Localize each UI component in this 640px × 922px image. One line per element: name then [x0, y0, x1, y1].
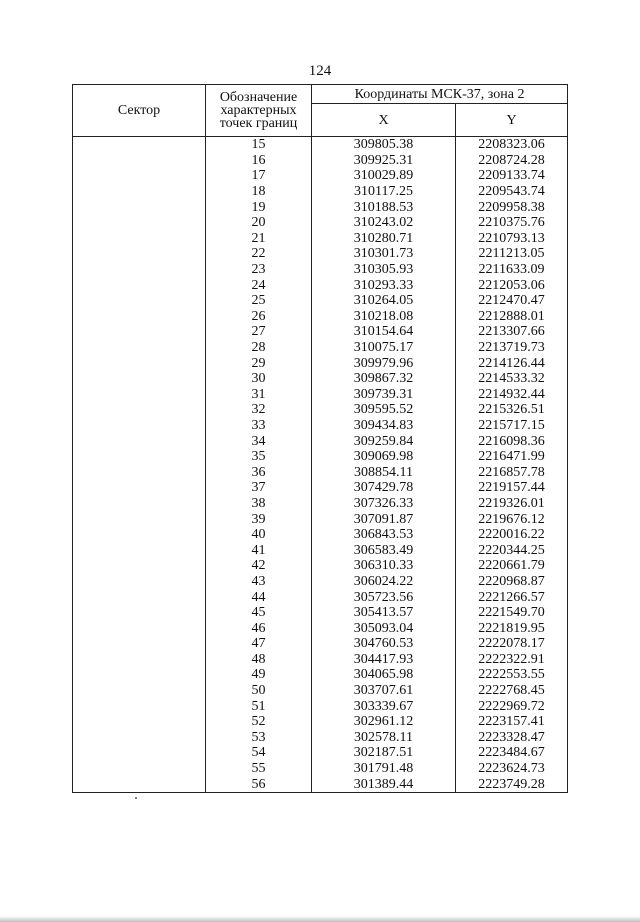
- table-row: [73, 309, 568, 325]
- cell-y: 2208724.28: [456, 153, 568, 169]
- cell-point: 25: [206, 293, 312, 309]
- cell-x: 310117.25: [312, 184, 456, 200]
- cell-x: 310280.71: [312, 231, 456, 247]
- table-row: [73, 153, 568, 169]
- cell-sector: [73, 589, 206, 605]
- cell-sector: [73, 168, 206, 184]
- cell-sector: [73, 418, 206, 434]
- table-body: [73, 137, 568, 793]
- cell-sector: [73, 558, 206, 574]
- scan-speck: [135, 797, 137, 799]
- cell-point: 41: [206, 542, 312, 558]
- cell-x: 304417.93: [312, 652, 456, 668]
- cell-y: 2213307.66: [456, 324, 568, 340]
- cell-y: 2212470.47: [456, 293, 568, 309]
- table-row: [73, 480, 568, 496]
- cell-y: 2222969.72: [456, 698, 568, 714]
- cell-sector: [73, 745, 206, 761]
- table-row: [73, 277, 568, 293]
- cell-point: 50: [206, 683, 312, 699]
- cell-y: 2223749.28: [456, 776, 568, 792]
- cell-sector: [73, 683, 206, 699]
- cell-point: 45: [206, 605, 312, 621]
- cell-point: 49: [206, 667, 312, 683]
- cell-x: 310029.89: [312, 168, 456, 184]
- table-row: [73, 231, 568, 247]
- cell-sector: [73, 574, 206, 590]
- table-row: [73, 449, 568, 465]
- table-row: [73, 605, 568, 621]
- cell-x: 306310.33: [312, 558, 456, 574]
- cell-y: 2221266.57: [456, 589, 568, 605]
- cell-x: 309434.83: [312, 418, 456, 434]
- cell-sector: [73, 620, 206, 636]
- cell-sector: [73, 402, 206, 418]
- table-row: [73, 355, 568, 371]
- header-x: X: [312, 104, 456, 137]
- cell-point: 29: [206, 355, 312, 371]
- table-row: [73, 168, 568, 184]
- cell-x: 309259.84: [312, 433, 456, 449]
- cell-x: 307326.33: [312, 496, 456, 512]
- cell-x: 301791.48: [312, 761, 456, 777]
- table-row: [73, 745, 568, 761]
- cell-point: 42: [206, 558, 312, 574]
- page-number: 124: [308, 63, 332, 79]
- cell-sector: [73, 698, 206, 714]
- header-designation-line-2: характерных: [220, 103, 297, 118]
- cell-x: 310264.05: [312, 293, 456, 309]
- cell-x: 305413.57: [312, 605, 456, 621]
- cell-point: 47: [206, 636, 312, 652]
- coordinates-table: [72, 84, 568, 793]
- cell-x: 309925.31: [312, 153, 456, 169]
- cell-sector: [73, 511, 206, 527]
- cell-point: 30: [206, 371, 312, 387]
- cell-y: 2213719.73: [456, 340, 568, 356]
- cell-y: 2215326.51: [456, 402, 568, 418]
- cell-y: 2223484.67: [456, 745, 568, 761]
- cell-point: 28: [206, 340, 312, 356]
- cell-point: 20: [206, 215, 312, 231]
- cell-y: 2214126.44: [456, 355, 568, 371]
- cell-x: 309979.96: [312, 355, 456, 371]
- cell-y: 2208323.06: [456, 137, 568, 153]
- header-designation: [206, 85, 312, 137]
- table-row: [73, 371, 568, 387]
- cell-x: 309069.98: [312, 449, 456, 465]
- cell-y: 2216857.78: [456, 464, 568, 480]
- cell-sector: [73, 231, 206, 247]
- cell-sector: [73, 761, 206, 777]
- cell-y: 2221819.95: [456, 620, 568, 636]
- table-row: [73, 558, 568, 574]
- cell-point: 33: [206, 418, 312, 434]
- table-row: [73, 667, 568, 683]
- cell-y: 2223624.73: [456, 761, 568, 777]
- cell-y: 2223157.41: [456, 714, 568, 730]
- cell-point: 21: [206, 231, 312, 247]
- cell-sector: [73, 371, 206, 387]
- cell-sector: [73, 137, 206, 153]
- table-row: [73, 137, 568, 153]
- cell-x: 310154.64: [312, 324, 456, 340]
- cell-point: 56: [206, 776, 312, 792]
- table-row: [73, 527, 568, 543]
- cell-y: 2223328.47: [456, 730, 568, 746]
- cell-x: 308854.11: [312, 464, 456, 480]
- cell-x: 303707.61: [312, 683, 456, 699]
- cell-sector: [73, 527, 206, 543]
- table-row: [73, 418, 568, 434]
- table-row: [73, 262, 568, 278]
- cell-sector: [73, 387, 206, 403]
- cell-y: 2220968.87: [456, 574, 568, 590]
- cell-sector: [73, 542, 206, 558]
- table-row: [73, 730, 568, 746]
- cell-y: 2210793.13: [456, 231, 568, 247]
- cell-point: 23: [206, 262, 312, 278]
- cell-sector: [73, 464, 206, 480]
- scan-edge-shadow: [0, 916, 640, 922]
- cell-x: 306583.49: [312, 542, 456, 558]
- cell-point: 16: [206, 153, 312, 169]
- cell-y: 2212053.06: [456, 277, 568, 293]
- cell-sector: [73, 449, 206, 465]
- cell-point: 38: [206, 496, 312, 512]
- cell-y: 2220016.22: [456, 527, 568, 543]
- cell-y: 2222553.55: [456, 667, 568, 683]
- cell-point: 37: [206, 480, 312, 496]
- cell-sector: [73, 776, 206, 792]
- cell-y: 2222322.91: [456, 652, 568, 668]
- header-designation-line-3: точек границ: [219, 116, 298, 131]
- cell-sector: [73, 277, 206, 293]
- cell-sector: [73, 652, 206, 668]
- cell-x: 310301.73: [312, 246, 456, 262]
- cell-x: 309739.31: [312, 387, 456, 403]
- table-row: [73, 574, 568, 590]
- cell-y: 2209543.74: [456, 184, 568, 200]
- cell-y: 2209133.74: [456, 168, 568, 184]
- cell-point: 17: [206, 168, 312, 184]
- cell-x: 306024.22: [312, 574, 456, 590]
- cell-point: 34: [206, 433, 312, 449]
- header-coordinates: Координаты МСК-37, зона 2: [312, 85, 568, 104]
- cell-x: 307091.87: [312, 511, 456, 527]
- cell-point: 48: [206, 652, 312, 668]
- table-row: [73, 511, 568, 527]
- cell-point: 26: [206, 309, 312, 325]
- cell-point: 54: [206, 745, 312, 761]
- cell-sector: [73, 714, 206, 730]
- table-row: [73, 776, 568, 792]
- cell-x: 305723.56: [312, 589, 456, 605]
- cell-y: 2216098.36: [456, 433, 568, 449]
- cell-x: 303339.67: [312, 698, 456, 714]
- cell-point: 18: [206, 184, 312, 200]
- cell-sector: [73, 667, 206, 683]
- cell-point: 39: [206, 511, 312, 527]
- cell-point: 32: [206, 402, 312, 418]
- cell-sector: [73, 324, 206, 340]
- cell-y: 2220661.79: [456, 558, 568, 574]
- table-row: [73, 698, 568, 714]
- cell-x: 302578.11: [312, 730, 456, 746]
- cell-sector: [73, 262, 206, 278]
- table-row: [73, 324, 568, 340]
- table-row: [73, 293, 568, 309]
- table-row: [73, 636, 568, 652]
- header-sector: Сектор: [73, 85, 206, 137]
- table-row: [73, 387, 568, 403]
- cell-point: 19: [206, 199, 312, 215]
- cell-y: 2209958.38: [456, 199, 568, 215]
- cell-sector: [73, 153, 206, 169]
- table-row: [73, 433, 568, 449]
- cell-point: 40: [206, 527, 312, 543]
- cell-y: 2211213.05: [456, 246, 568, 262]
- cell-sector: [73, 433, 206, 449]
- cell-sector: [73, 246, 206, 262]
- table-row: [73, 542, 568, 558]
- cell-x: 310188.53: [312, 199, 456, 215]
- cell-point: 44: [206, 589, 312, 605]
- cell-sector: [73, 605, 206, 621]
- cell-point: 43: [206, 574, 312, 590]
- cell-x: 310293.33: [312, 277, 456, 293]
- cell-sector: [73, 293, 206, 309]
- cell-y: 2219326.01: [456, 496, 568, 512]
- cell-point: 15: [206, 137, 312, 153]
- cell-x: 309867.32: [312, 371, 456, 387]
- cell-x: 307429.78: [312, 480, 456, 496]
- header-designation-line-1: Обозначение: [219, 90, 298, 105]
- cell-x: 301389.44: [312, 776, 456, 792]
- table-row: [73, 199, 568, 215]
- cell-x: 310218.08: [312, 309, 456, 325]
- cell-sector: [73, 340, 206, 356]
- cell-point: 24: [206, 277, 312, 293]
- cell-x: 309595.52: [312, 402, 456, 418]
- cell-x: 304065.98: [312, 667, 456, 683]
- table-header: [73, 85, 568, 137]
- cell-y: 2221549.70: [456, 605, 568, 621]
- table-row: [73, 652, 568, 668]
- table-row: [73, 496, 568, 512]
- cell-sector: [73, 480, 206, 496]
- cell-x: 310075.17: [312, 340, 456, 356]
- cell-sector: [73, 215, 206, 231]
- cell-y: 2220344.25: [456, 542, 568, 558]
- table-row: [73, 714, 568, 730]
- cell-point: 27: [206, 324, 312, 340]
- cell-y: 2219157.44: [456, 480, 568, 496]
- cell-y: 2211633.09: [456, 262, 568, 278]
- table-row: [73, 620, 568, 636]
- cell-x: 302187.51: [312, 745, 456, 761]
- cell-x: 302961.12: [312, 714, 456, 730]
- cell-y: 2222078.17: [456, 636, 568, 652]
- table-row: [73, 340, 568, 356]
- cell-x: 309805.38: [312, 137, 456, 153]
- cell-y: 2222768.45: [456, 683, 568, 699]
- cell-x: 310243.02: [312, 215, 456, 231]
- cell-sector: [73, 355, 206, 371]
- cell-sector: [73, 730, 206, 746]
- cell-sector: [73, 199, 206, 215]
- cell-sector: [73, 184, 206, 200]
- cell-point: 52: [206, 714, 312, 730]
- cell-y: 2212888.01: [456, 309, 568, 325]
- cell-y: 2216471.99: [456, 449, 568, 465]
- table-row: [73, 215, 568, 231]
- cell-point: 22: [206, 246, 312, 262]
- cell-y: 2215717.15: [456, 418, 568, 434]
- cell-x: 310305.93: [312, 262, 456, 278]
- cell-point: 55: [206, 761, 312, 777]
- table-row: [73, 246, 568, 262]
- table-row: [73, 683, 568, 699]
- cell-point: 35: [206, 449, 312, 465]
- cell-y: 2210375.76: [456, 215, 568, 231]
- cell-y: 2219676.12: [456, 511, 568, 527]
- cell-point: 31: [206, 387, 312, 403]
- cell-y: 2214533.32: [456, 371, 568, 387]
- table-row: [73, 402, 568, 418]
- cell-point: 36: [206, 464, 312, 480]
- cell-y: 2214932.44: [456, 387, 568, 403]
- header-y: Y: [456, 104, 568, 137]
- table-row: [73, 464, 568, 480]
- table-row: [73, 589, 568, 605]
- cell-sector: [73, 636, 206, 652]
- cell-x: 305093.04: [312, 620, 456, 636]
- table-row: [73, 761, 568, 777]
- cell-x: 304760.53: [312, 636, 456, 652]
- cell-sector: [73, 309, 206, 325]
- cell-point: 53: [206, 730, 312, 746]
- cell-sector: [73, 496, 206, 512]
- cell-x: 306843.53: [312, 527, 456, 543]
- cell-point: 51: [206, 698, 312, 714]
- cell-point: 46: [206, 620, 312, 636]
- table-row: [73, 184, 568, 200]
